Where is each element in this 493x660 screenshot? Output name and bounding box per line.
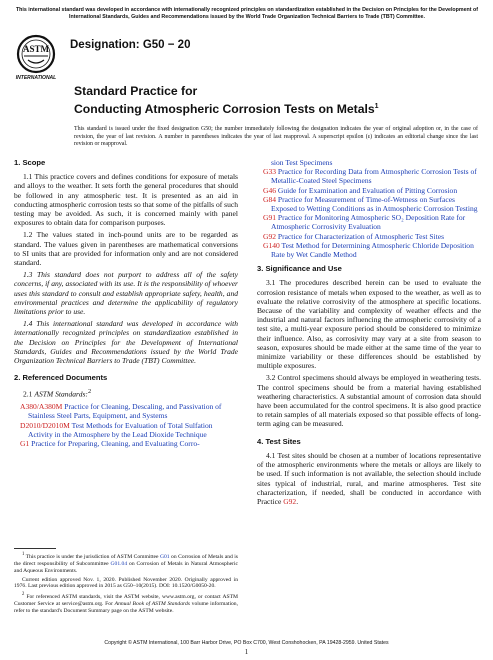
footnote-1 — [14, 552, 238, 575]
footnote-2-text-a: For referenced ASTM standards, visit the ASTM website, www.astm.org, or contact ASTM Customer Service at service@astm.org. For — [14, 594, 239, 608]
reference-title[interactable]: Practice for Cleaning, Descaling, and Passivation of Stainless Steel Parts, Equipment, and Systems — [28, 402, 222, 421]
paragraph-1-1: 1.1 This practice covers and defines conditions for exposure of metals and alloys to the weather. It sets forth the general procedures that should be followed in any atmospheric test. It is presented as an aid in conducting atmospheric corrosion tests so that some of the pitfalls of such testing may be avoided. As such, it is concerned mainly with panel exposures to obtain data for comparison purposes. — [14, 172, 238, 228]
reference-item[interactable] — [257, 195, 481, 213]
reference-title[interactable]: Test Methods for Evaluation of Total Sulfation Activity in the Atmosphere by the Lead Dioxide Technique — [28, 420, 213, 439]
astm-standards-number: 2.1 — [23, 389, 35, 399]
reference-code[interactable]: G46 — [263, 185, 276, 195]
reference-item[interactable] — [257, 232, 481, 241]
paragraph-1-4: 1.4 This international standard was developed in accordance with internationally recognized principles on standardization established in the Decision on Principles for the Development of International Standards, Guides and Recommendations issued by the World Trade Organization Technical Barriers to Trade (TBT) Committee. — [14, 319, 238, 366]
issuance-note: This standard is issued under the fixed designation G50; the number immediately following the designation indicates the year of original adoption or, in the case of revision, the year of last revision. A number in parentheses indicates the year of last reapproval. A superscript epsilon (ε) indicates an editorial change since the last revision or reapproval. — [74, 126, 478, 148]
title-text: Conducting Atmospheric Corrosion Tests on Metals — [74, 102, 375, 117]
reference-title[interactable]: Practice for Recording Data from Atmospheric Corrosion Tests of Metallic-Coated Steel Specimens — [271, 167, 477, 186]
designation: Designation: G50 − 20 — [70, 39, 191, 51]
footnote-1-text-a: This practice is under the jurisdiction of ASTM Committee — [25, 553, 160, 560]
footnote-2 — [14, 592, 238, 615]
section-heading-referenced-documents: 2. Referenced Documents — [14, 373, 108, 383]
astm-logo — [14, 33, 58, 83]
left-column — [14, 158, 238, 448]
reference-title[interactable]: Practice for Monitoring Atmospheric SO₂ Deposition Rate for Atmospheric Corrosivity Evaluation — [271, 213, 466, 232]
right-column — [257, 158, 481, 509]
logo-text: INTERNATIONAL — [15, 75, 57, 81]
astm-standards-label — [14, 387, 238, 399]
astm-logo-icon — [14, 33, 58, 83]
reference-code[interactable]: G84 — [263, 194, 276, 204]
reference-code[interactable]: G140 — [263, 240, 280, 250]
reference-title[interactable]: Practice for Characterization of Atmospheric Test Sites — [276, 231, 445, 241]
reference-title[interactable]: Practice for Measurement of Time-of-Wetness on Surfaces Exposed to Wetting Conditions as in Atmospheric Corrosion Testing — [271, 194, 478, 214]
astm-standards-footnote-marker: 2 — [87, 388, 92, 396]
footnote-committee-link[interactable]: G01 — [159, 553, 170, 560]
footnote-2-text-b: volume information, refer to the standard's Document Summary page on the ASTM website. — [14, 601, 238, 615]
footnote-2-italic: Annual Book of ASTM Standards — [114, 601, 190, 608]
reference-item[interactable] — [257, 186, 481, 195]
paragraph-4-1-end: . — [296, 496, 299, 506]
section-heading-significance: 3. Significance and Use — [257, 264, 342, 274]
paragraph-1-3: 1.3 This standard does not purport to address all of the safety concerns, if any, associated with its use. It is the responsibility of whoever uses this standard to consult and establish appropriate safety, health, and environmental practices and determine the applicability of regulatory limitations prior to use. — [14, 270, 238, 317]
reference-item[interactable] — [257, 213, 481, 231]
title-footnote-marker: 1 — [374, 103, 379, 110]
title-line-2 — [74, 99, 474, 117]
reference-title[interactable]: Practice for Preparing, Cleaning, and Evaluating Corro- — [29, 439, 200, 448]
reference-item[interactable] — [257, 167, 481, 185]
title-line-1: Standard Practice for — [74, 84, 198, 98]
section-heading-scope: 1. Scope — [14, 158, 46, 167]
paragraph-4-1 — [257, 451, 481, 506]
reference-item[interactable] — [14, 421, 238, 439]
international-standard-notice: This international standard was developed in accordance with internationally recognized principles on standardization established in the Decision on Principles for the Development of International Standards, Guides and Recommendations issued by the World Trade Organization Technical Barriers to Trade (TBT) Committee. — [15, 7, 479, 20]
paragraph-3-1: 3.1 The procedures described herein can be used to evaluate the corrosion resistance of metals when exposed to the weather, as well as to evaluate the relative corrosivity of the atmosphere at specific locations. Because of the variability and complexity of weather effects and the industrial and natural factors influencing the atmospheric corrosivity of a test site, a multi-year exposure period should be considered to minimize their influence. Also, as corrosivity may vary at a site from season to season, exposures should be made either at the same time of the year to minimize variability or these differences should be established by multiple exposures. — [257, 278, 481, 371]
astm-standards-italic: ASTM Standards: — [34, 389, 88, 399]
reference-continuation[interactable]: sion Test Specimens — [271, 158, 333, 167]
reference-title[interactable]: Test Method for Determining Atmospheric Chloride Deposition Rate by Wet Candle Method — [271, 240, 474, 260]
page-number: 1 — [244, 648, 249, 656]
footnotes — [14, 548, 238, 617]
footnote-1-marker: 1 — [22, 552, 25, 557]
paragraph-3-2: 3.2 Control specimens should always be employed in weathering tests. The control specimens should be from a material having established weathering characteristics. A substantial amount of corrosion data should have been accumulated for the control specimens. It is also good practice to retain samples of all materials exposed so that possible effects of long-term aging can be measured. — [257, 373, 481, 429]
reference-title[interactable]: Guide for Examination and Evaluation of Pitting Corrosion — [276, 185, 458, 195]
svg-text:ASTM: ASTM — [22, 44, 50, 54]
reference-item[interactable] — [14, 402, 238, 420]
footnote-1-text-c: on Corrosion of Metals in Natural Atmospheric and Aqueous Environments. — [14, 560, 238, 574]
document-title — [74, 84, 474, 117]
reference-item[interactable] — [257, 241, 481, 259]
reference-item[interactable] — [14, 439, 238, 448]
practice-g92-link[interactable]: G92 — [283, 496, 297, 506]
copyright-line: Copyright © ASTM International, 100 Barr Harbor Drive, PO Box C700, West Conshohocken, PA 19428-2959. United States — [104, 640, 389, 646]
paragraph-1-2: 1.2 The values stated in inch-pound units are to be regarded as standard. The values given in parentheses are mathematical conversions to SI units that are provided for information only and are not considered standard. — [14, 230, 238, 268]
section-heading-test-sites: 4. Test Sites — [257, 436, 301, 446]
reference-code[interactable]: G91 — [263, 213, 276, 223]
reference-code[interactable]: G1 — [20, 439, 30, 448]
footnote-divider — [14, 548, 56, 549]
reference-code[interactable]: G33 — [263, 167, 276, 177]
footnote-1-text-b: on Corrosion of Metals and is the direct responsibility of Subcommittee — [14, 553, 238, 567]
reference-code[interactable]: A380/A380M — [20, 402, 63, 412]
footnote-subcommittee-link[interactable]: G01.04 — [110, 560, 128, 567]
footnote-1-edition: Current edition approved Nov. 1, 2020. Published November 2020. Originally approved in 1976. Last previous edition approved in 2015 as G50–10(2015). DOI: 10.1520/G0050-20. — [14, 576, 238, 590]
paragraph-4-1-text: 4.1 Test sites should be chosen at a number of locations representative of the atmospheric environments where the metals or alloys are likely to be used. If such information is not available, the selection should include sites typical of industrial, rural, and marine atmospheres. Test site characterization, if needed, shall be conducted in accordance with Practice — [257, 450, 481, 506]
reference-code[interactable]: D2010/D2010M — [20, 420, 70, 430]
reference-code[interactable]: G92 — [263, 231, 276, 241]
footnote-2-marker: 2 — [22, 592, 25, 598]
